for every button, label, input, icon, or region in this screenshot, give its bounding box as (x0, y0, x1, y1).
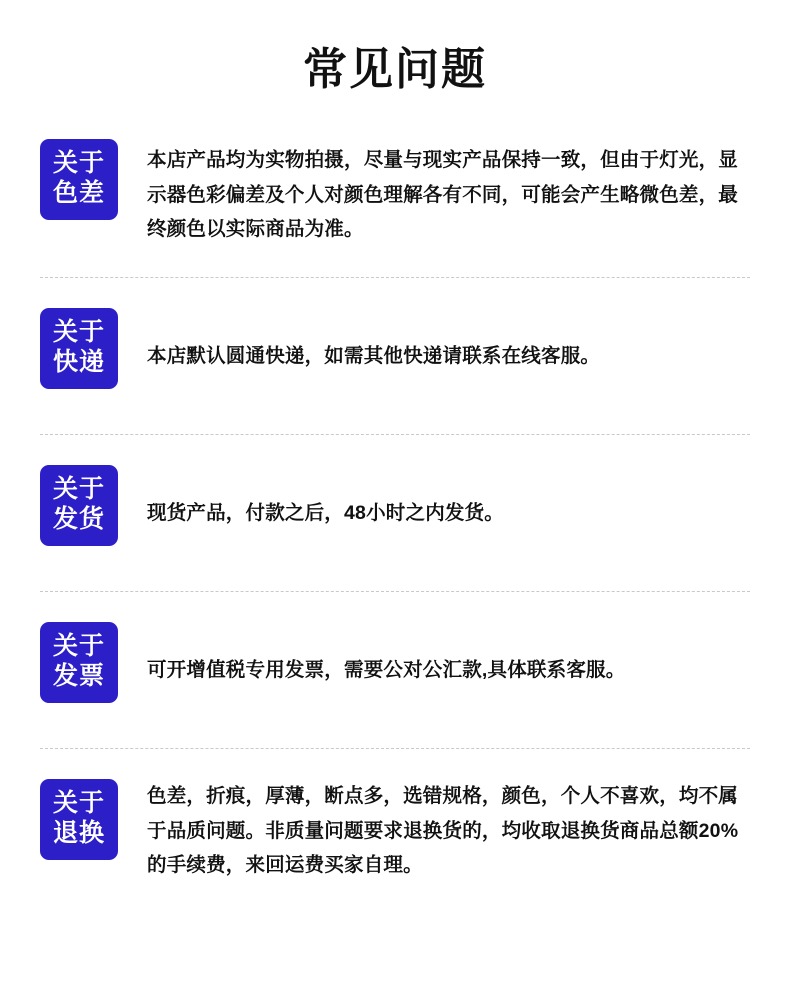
row-spacer (40, 278, 750, 308)
faq-badge-line-2: 发货 (52, 505, 105, 534)
row-spacer (40, 435, 750, 465)
faq-badge (40, 308, 118, 389)
faq-item-shipping-courier (40, 308, 750, 404)
faq-badge-line-1: 关于 (52, 317, 105, 346)
faq-badge (40, 465, 118, 546)
faq-badge-line-2: 快递 (52, 348, 105, 377)
page-title: 常见问题 (303, 45, 487, 94)
faq-badge-line-2: 退换 (52, 819, 105, 848)
row-spacer (40, 592, 750, 622)
row-spacer (40, 718, 750, 748)
faq-item-dispatch (40, 465, 750, 561)
faq-badge-line-2: 色差 (52, 179, 105, 208)
faq-list (0, 139, 790, 883)
faq-badge-line-1: 关于 (52, 474, 105, 503)
row-spacer (40, 247, 750, 277)
faq-answer-text: 本店默认圆通快递，如需其他快递请联系在线客服。 (147, 344, 601, 367)
faq-badge (40, 622, 118, 703)
row-spacer (40, 561, 750, 591)
faq-badge-line-1: 关于 (52, 631, 105, 660)
faq-badge-line-1: 关于 (52, 788, 105, 817)
faq-answer-text: 色差，折痕，厚薄，断点多，选错规格，颜色，个人不喜欢，均不属于品质问题。非质量问题要求退换货的，均收取退换货商品总额20%的手续费，来回运费买家自理。 (147, 784, 739, 877)
faq-badge (40, 139, 118, 220)
row-spacer (40, 749, 750, 779)
faq-badge (40, 779, 118, 860)
faq-answer-text: 可开增值税专用发票，需要公对公汇款,具体联系客服。 (147, 658, 626, 681)
faq-answer-text: 现货产品，付款之后，48小时之内发货。 (147, 501, 504, 524)
row-spacer (40, 404, 750, 434)
faq-item-returns-exchange (40, 779, 750, 883)
faq-item-color-difference (40, 139, 750, 247)
faq-answer-text: 本店产品均为实物拍摄，尽量与现实产品保持一致，但由于灯光，显示器色彩偏差及个人对颜色理解各有不同，可能会产生略微色差，最终颜色以实际商品为准。 (147, 148, 739, 241)
faq-badge-line-2: 发票 (52, 662, 105, 691)
faq-item-invoice (40, 622, 750, 718)
faq-badge-line-1: 关于 (52, 148, 105, 177)
